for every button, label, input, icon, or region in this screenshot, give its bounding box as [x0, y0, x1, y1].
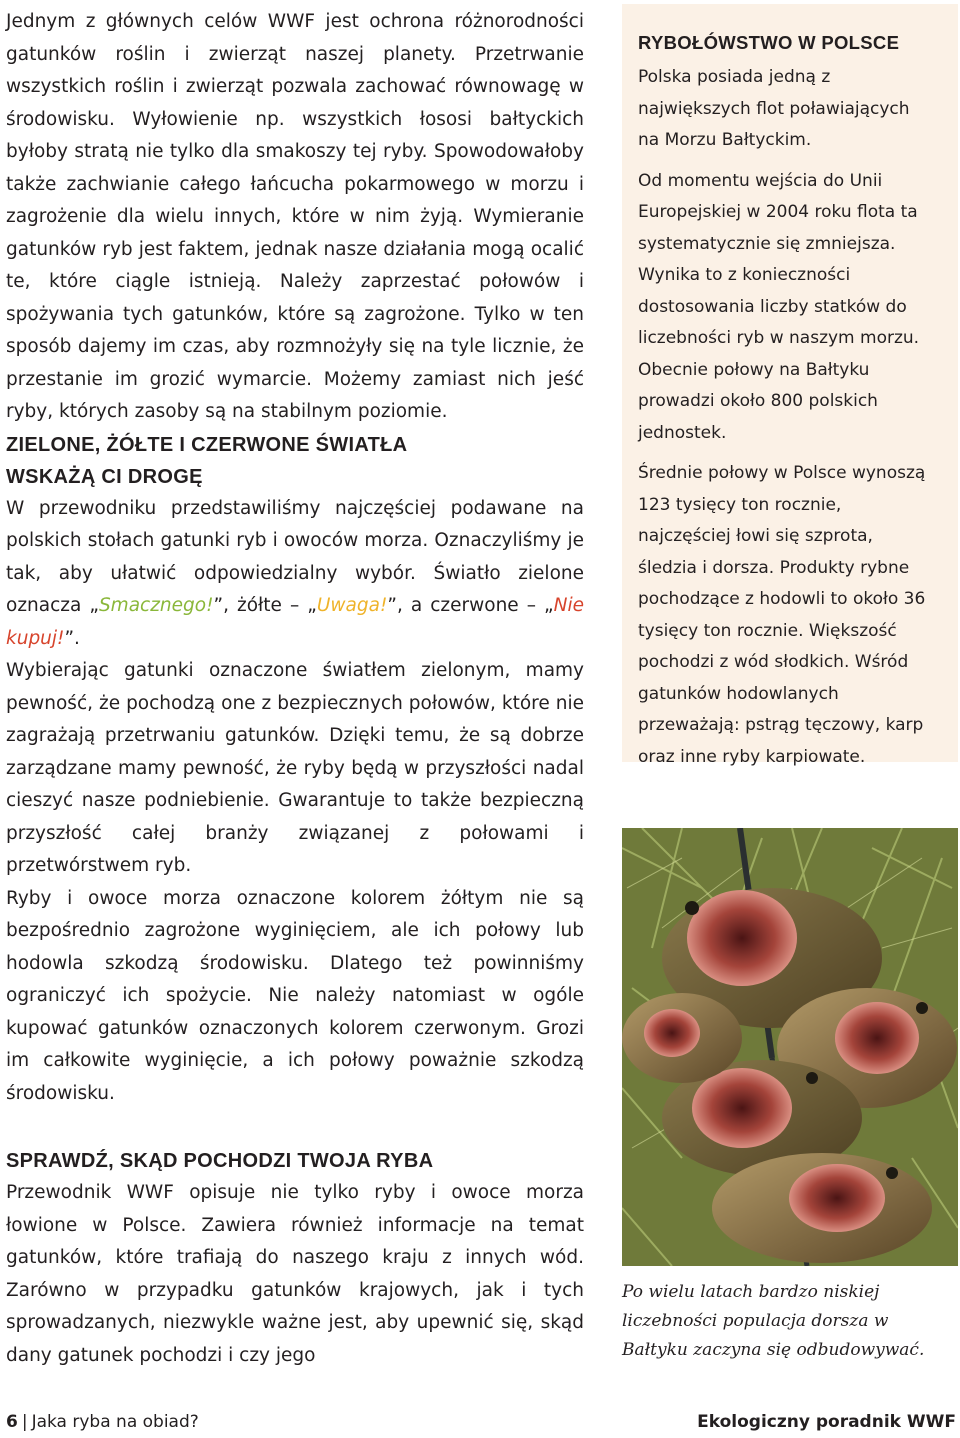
lights-p1-end: ”.	[64, 627, 80, 649]
lights-p1-mid2: ”, a czerwone – „	[387, 595, 554, 616]
intro-paragraph: Jednym z głównych celów WWF jest ochrona różnorodności gatunków roślin i zwierząt naszej planety. Przetrwanie wszystkich roślin i zwierząt pozwala zachować równowagę w środowisku. Wyłowienie np. wszystkich łososi bałtyckich byłoby stratą nie tylko dla smakoszy tej ryby. Spowodowałoby także zachwianie całego łańcucha pokarmowego w morzu i zagrożenie dla wielu innych, które w nim żyją. Wymieranie gatunków ryb jest faktem, jednak nasze działania mogą ocalić te, które ciągle istnieją. Należy zaprzestać połowów i spożywania tych gatunków, które są zagrożone. Tylko w ten sposób dajemy im czas, aby rozmnożyły się na tyle licznie, że przestanie im grozić wymarcie. Możemy zamiast nich jeść ryby, których zasoby są na stabilnym poziomie.	[6, 11, 584, 422]
lights-heading	[6, 429, 584, 493]
sidebar-heading: RYBOŁÓWSTWO W POLSCE	[638, 32, 900, 53]
green-label: Smacznego!	[98, 595, 214, 616]
footer-left	[6, 1410, 199, 1434]
lights-p1-mid1: ”, żółte – „	[213, 595, 317, 616]
cod-fish-photo	[622, 828, 958, 1266]
footer-section-title: Jaka ryba na obiad?	[31, 1412, 199, 1432]
red-label: Nie kupuj!	[6, 595, 584, 649]
photo-caption: Po wielu latach bardzo niskiej liczebności populacja dorsza w Bałtyku zaczyna się odbudowywać.	[622, 1282, 925, 1360]
footer-publication: Ekologiczny poradnik WWF	[697, 1412, 956, 1432]
lights-p1-start: W przewodniku przedstawiliśmy najczęściej podawane na polskich stołach gatunki ryb i owoców morza. Oznaczyliśmy je tak, aby ułatwić odpowiedzialny wybór. Światło zielone oznacza „	[6, 497, 584, 616]
sidebar-paragraph-3: Średnie połowy w Polsce wynoszą 123 tysięcy ton rocznie, najczęściej łowi się szprota, śledzia i dorsza. Produkty rybne pochodzące z hodowli to około 36 tysięcy ton rocznie. Większość pochodzi z wód słodkich. Wśród gatunków hodowlanych przeważają: pstrąg tęczowy, karp oraz inne ryby karpiowate.	[638, 463, 926, 767]
origin-heading: SPRAWDŹ, SKĄD POCHODZI TWOJA RYBA	[6, 1150, 434, 1172]
footer-separator: |	[21, 1412, 28, 1432]
page-number: 6	[6, 1412, 18, 1432]
origin-section	[6, 1145, 584, 1372]
fishing-sidebar	[622, 4, 958, 767]
sidebar-paragraph-2: Od momentu wejścia do Unii Europejskiej w 2004 roku flota ta systematycznie się zmniejsza. Wynika to z konieczności dostosowania liczby statków do liczebności ryb w naszym morzu. Obecnie połowy na Bałtyku prowadzi około 800 polskich jednostek.	[638, 170, 920, 443]
sidebar-paragraph-1: Polska posiada jedną z największych flot poławiających na Morzu Bałtyckim.	[638, 67, 910, 150]
main-column	[6, 6, 584, 1372]
fish-illustration	[622, 828, 958, 1266]
lights-paragraph-2: Wybierając gatunki oznaczone światłem zielonym, mamy pewność, że pochodzą one z bezpiecznych połowów, które nie zagrażają przetrwaniu gatunków. Dzięki temu, że są dobrze zarządzane mamy pewność, że ryby będą w przyszłości nadal cieszyć nasze podniebienie. Gwarantuje to także bezpieczną przyszłość całej branży związanej z połowami i przetwórstwem ryb.	[6, 660, 584, 876]
origin-paragraph: Przewodnik WWF opisuje nie tylko ryby i owoce morza łowione w Polsce. Zawiera również informacje na temat gatunków, które trafiają do naszego kraju z innych wód. Zarówno w przypadku gatunków krajowych, jak i tych sprowadzanych, niezwykle ważne jest, aby upewnić się, skąd dany gatunek pochodzi i czy jego	[6, 1182, 584, 1366]
lights-section	[6, 429, 584, 1111]
yellow-label: Uwaga!	[316, 595, 388, 616]
lights-paragraph-3: Ryby i owoce morza oznaczone kolorem żółtym nie są bezpośrednio zagrożone wyginięciem, ale ich połowy lub hodowla szkodzą środowisku. Dlatego też powinniśmy ograniczyć ich spożycie. Nie należy natomiast w ogóle kupować gatunków oznaczonych kolorem czerwonym. Grozi im całkowite wyginięcie, a ich połowy poważnie szkodzą środowisku.	[6, 887, 584, 1104]
lights-paragraph-1	[6, 493, 584, 656]
lights-heading-line1: ZIELONE, ŻÓŁTE I CZERWONE ŚWIATŁA	[6, 433, 408, 456]
lights-heading-line2: WSKAŻĄ CI DROGĘ	[6, 465, 203, 488]
